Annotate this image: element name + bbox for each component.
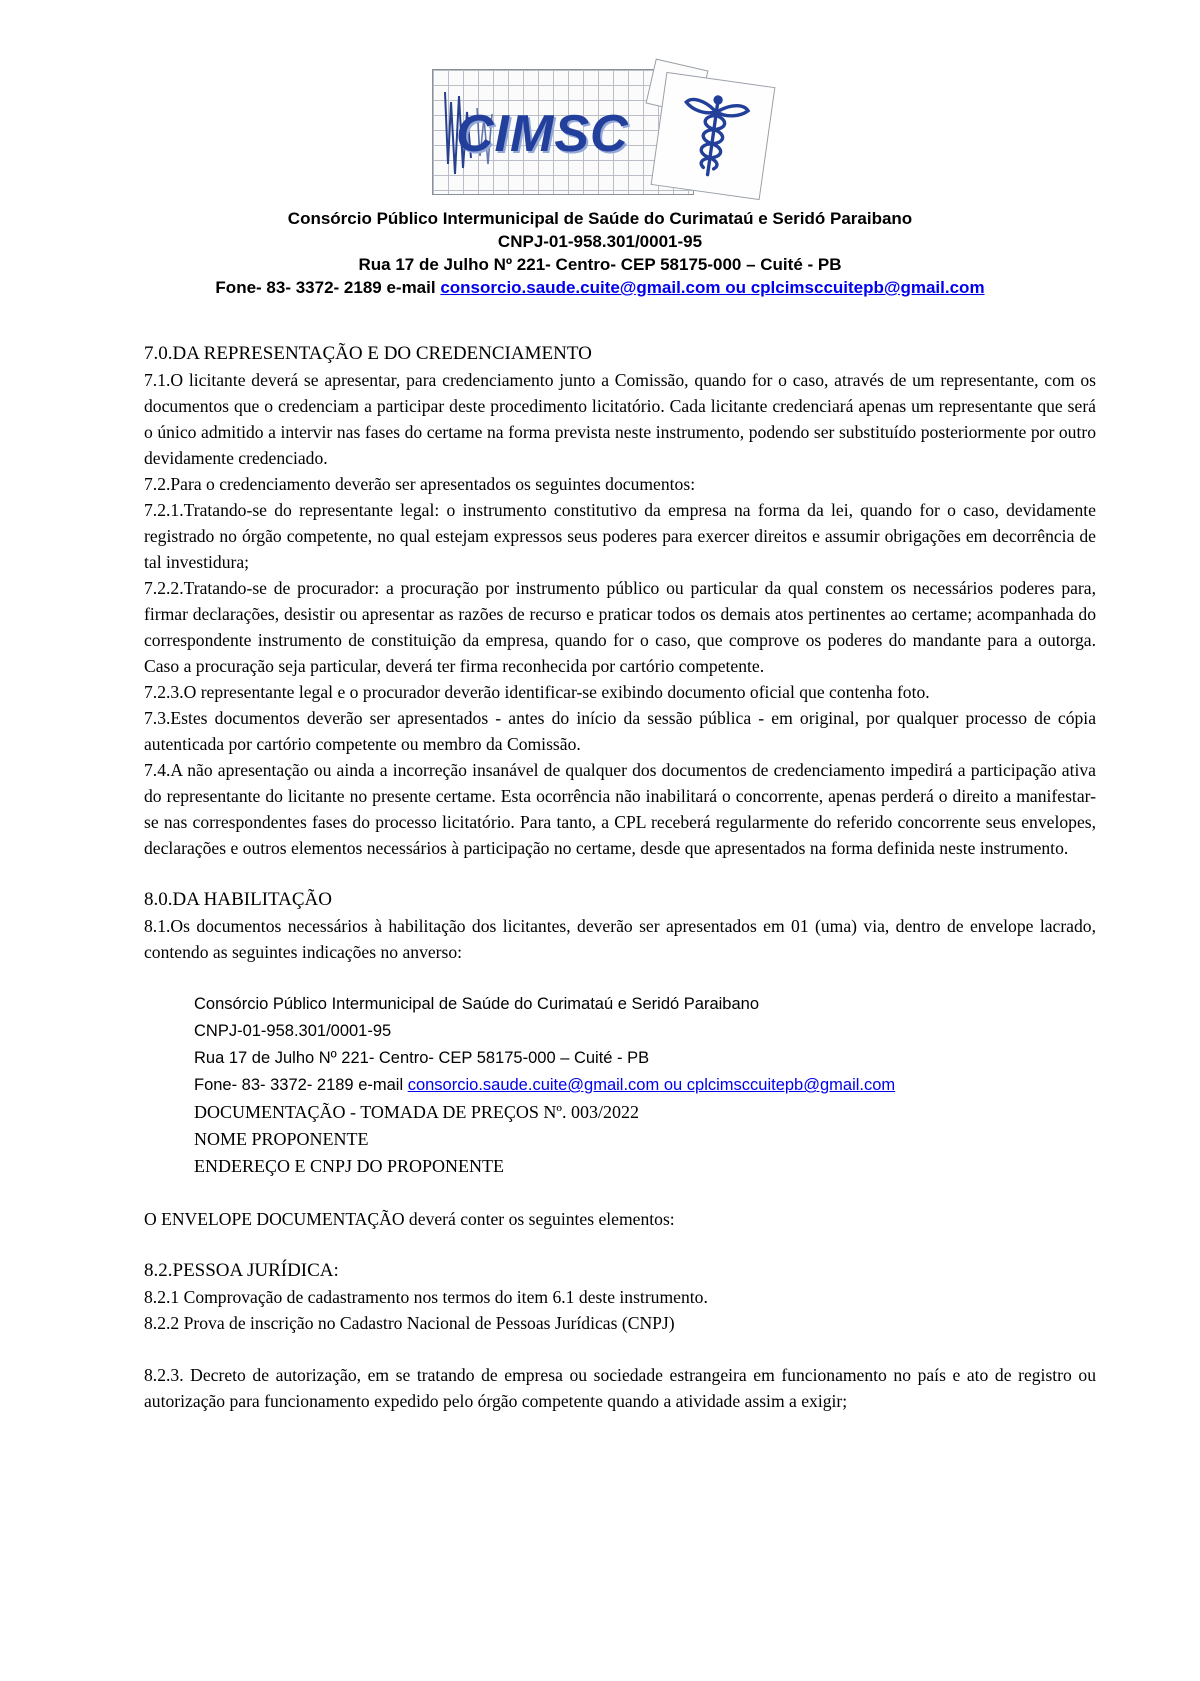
email-link-primary[interactable]: consorcio.saude.cuite@gmail.com	[440, 278, 721, 297]
document-body	[144, 341, 1096, 1414]
section-8-title: 8.0.DA HABILITAÇÃO	[144, 889, 332, 910]
envelope-email-link-secondary[interactable]: cplcimsccuitepb@gmail.com	[686, 1076, 896, 1094]
paragraph-8-1: 8.1.Os documentos necessários à habilitação dos licitantes, deverão ser apresentados em 01 (uma) via, dentro de envelope lacrado, contendo as seguintes indicações no anverso:	[144, 916, 1096, 962]
envelope-nome-line: NOME PROPONENTE	[194, 1129, 369, 1149]
caduceus-tile	[651, 72, 776, 200]
cimsc-logo	[432, 66, 768, 202]
paragraph-7-4: 7.4.A não apresentação ou ainda a incorreção insanável de qualquer dos documentos de credenciamento impedirá a participação ativa do representante do licitante no presente certame. Esta ocorrência não inabilitará o concorrente, apenas perderá o direito a manifestar-se nas correspondentes fases do processo licitatório. Para tanto, a CPL receberá regularmente do referido concorrente seus envelopes, declarações e outros elementos necessários à participação no certame, desde que apresentados na forma definida neste instrumento.	[144, 760, 1096, 858]
envelope-cnpj: CNPJ-01-958.301/0001-95	[194, 1022, 392, 1040]
envelope-contact-line	[194, 1072, 1096, 1099]
email-link-separator: ou	[720, 278, 751, 297]
org-name: Consórcio Público Intermunicipal de Saúde do Curimataú e Seridó Paraibano	[287, 209, 913, 228]
email-link-secondary[interactable]: cplcimsccuitepb@gmail.com	[750, 278, 985, 297]
paragraph-7-3: 7.3.Estes documentos deverão ser apresentados - antes do início da sessão pública - em original, por qualquer processo de cópia autenticada por cartório competente ou membro da Comissão.	[144, 708, 1096, 754]
envelope-email-link-primary[interactable]: consorcio.saude.cuite@gmail.com	[407, 1076, 660, 1094]
caduceus-icon	[668, 84, 758, 188]
paragraph-7-1: 7.1.O licitante deverá se apresentar, para credenciamento junto a Comissão, quando for o caso, através de um representante, com os documentos que o credenciam a participar deste procedimento licitatório. Cada licitante credenciará apenas um representante que será o único admitido a intervir nas fases do certame na forma prevista neste instrumento, podendo ser substituído posteriormente por outro devidamente credenciado.	[144, 370, 1096, 468]
section-7-title: 7.0.DA REPRESENTAÇÃO E DO CREDENCIAMENTO	[144, 343, 592, 364]
logo-text: CIMSC	[456, 105, 629, 163]
org-contact-line	[0, 276, 1200, 299]
envelope-label-block	[144, 991, 1096, 1180]
paragraph-7-2: 7.2.Para o credenciamento deverão ser apresentados os seguintes documentos:	[144, 474, 696, 494]
envelope-email-link-separator: ou	[659, 1076, 687, 1094]
org-cnpj: CNPJ-01-958.301/0001-95	[497, 232, 703, 251]
envelope-doc-line: DOCUMENTAÇÃO - TOMADA DE PREÇOS Nº. 003/2022	[194, 1102, 640, 1122]
letterhead	[0, 207, 1200, 299]
spacer	[144, 965, 1096, 991]
paragraph-8-2-3: 8.2.3. Decreto de autorização, em se tratando de empresa ou sociedade estrangeira em funcionamento no país e ato de registro ou autorização para funcionamento expedido pelo órgão competente quando a atividade assim a exigir;	[144, 1365, 1096, 1411]
envelope-note: O ENVELOPE DOCUMENTAÇÃO deverá conter os seguintes elementos:	[144, 1209, 675, 1229]
paragraph-8-2-2: 8.2.2 Prova de inscrição no Cadastro Nacional de Pessoas Jurídicas (CNPJ)	[144, 1313, 675, 1333]
envelope-address: Rua 17 de Julho Nº 221- Centro- CEP 58175-000 – Cuité - PB	[194, 1049, 650, 1067]
spacer	[144, 1180, 1096, 1206]
paragraph-7-2-1: 7.2.1.Tratando-se do representante legal: o instrumento constitutivo da empresa na forma da lei, quando for o caso, devidamente registrado no órgão competente, no qual estejam expressos seus poderes para exercer direitos e assumir obrigações em decorrência de tal investidura;	[144, 500, 1096, 572]
envelope-org-name: Consórcio Público Intermunicipal de Saúde do Curimataú e Seridó Paraibano	[194, 995, 759, 1013]
spacer	[144, 1232, 1096, 1258]
paragraph-7-2-3: 7.2.3.O representante legal e o procurador deverão identificar-se exibindo documento oficial que contenha foto.	[144, 682, 930, 702]
paragraph-7-2-2: 7.2.2.Tratando-se de procurador: a procuração por instrumento público ou particular da qual constem os necessários poderes para, firmar declarações, desistir ou apresentar as razões de recurso e praticar todos os demais atos pertinentes ao certame; acompanhada do correspondente instrumento de constituição da empresa, quando for o caso, que comprove os poderes do mandante para a outorga. Caso a procuração seja particular, deverá ter firma reconhecida por cartório competente.	[144, 578, 1096, 676]
section-8-2-title: 8.2.PESSOA JURÍDICA:	[144, 1260, 339, 1281]
org-address: Rua 17 de Julho Nº 221- Centro- CEP 58175-000 – Cuité - PB	[358, 255, 842, 274]
spacer	[144, 861, 1096, 887]
contact-prefix: Fone- 83- 3372- 2189 e-mail	[215, 278, 441, 297]
envelope-contact-prefix: Fone- 83- 3372- 2189 e-mail	[194, 1076, 408, 1094]
envelope-endereco-line: ENDEREÇO E CNPJ DO PROPONENTE	[194, 1156, 505, 1176]
spacer	[144, 1336, 1096, 1362]
paragraph-8-2-1: 8.2.1 Comprovação de cadastramento nos termos do item 6.1 deste instrumento.	[144, 1287, 708, 1307]
